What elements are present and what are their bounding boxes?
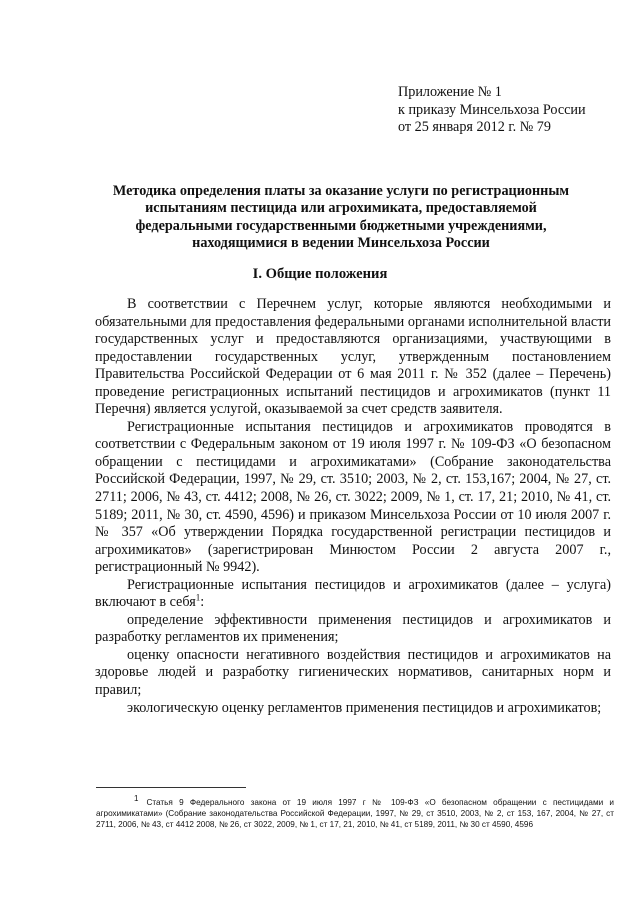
- appendix-reference: [398, 84, 586, 137]
- paragraph-services-list: В соответствии с Перечнем услуг, которые являются необходимыми и обязательными для предоставления федеральными органами исполнительной власти государственных услуг и предоставляются организациями, участвующими в предоставлении государственных услуг, утвержденным постановлением Правительства Российской Федерации от 6 мая 2011 г. № 352 (далее – Перечень) проведение регистрационных испытаний пестицидов и агрохимикатов (пункт 11 Перечня) является услугой, оказываемой за счет средств заявителя.: [95, 296, 611, 418]
- title-line-1: Методика определения платы за оказание услуги по регистрационным: [112, 183, 570, 199]
- footnote-divider: [96, 787, 246, 788]
- paragraph-tests-include-tail: :: [200, 594, 205, 611]
- title-line-2: испытаниям пестицида или агрохимиката, предоставляемой: [145, 200, 537, 217]
- appendix-line-2: к приказу Минсельхоза России: [398, 101, 586, 118]
- footnote: [96, 794, 614, 830]
- section-heading: I. Общие положения: [252, 266, 388, 282]
- document-title: [72, 183, 610, 253]
- appendix-line-1: Приложение № 1: [398, 84, 502, 100]
- footnote-reference: 1: [195, 592, 201, 603]
- paragraph-tests-include: [95, 577, 611, 612]
- list-item-ecological: экологическую оценку регламентов применения пестицидов и агрохимикатов;: [127, 699, 602, 716]
- title-line-4: находящимися в ведении Минсельхоза России: [192, 235, 490, 252]
- title-line-3: федеральными государственными бюджетными учреждениями,: [135, 217, 547, 234]
- paragraph-legal-basis: Регистрационные испытания пестицидов и агрохимикатов проводятся в соответствии с Федеральным законом от 19 июля 1997 г. № 109-ФЗ «О безопасном обращении с пестицидами и агрохимикатами» (Собрание законодательства Российской Федерации, 1997, № 29, ст. 3510; 2003, № 2, ст. 153,167; 2004, № 27, ст. 2711; 2006, № 43, ст. 4412; 2008, № 26, ст. 3022; 2009, № 1, ст. 17, 21; 2010, № 41, ст. 5189; 2011, № 30, ст. 4590, 4596) и приказом Минсельхоза России от 10 июля 2007 г. № 357 «Об утверждении Порядка государственной регистрации пестицидов и агрохимикатов» (зарегистрирован Минюстом России 2 августа 2007 г., регистрационный № 9942).: [95, 418, 611, 576]
- footnote-text: Статья 9 Федерального закона от 19 июля 1997 г № 109-ФЗ «О безопасном обращении с пестицидами и агрохимикатами» (Собрание законодательства Российской Федерации, 1997, № 29, ст 3510, 2003, № 2, ст 153, 167, 2004, № 27, ст 2711, 2006, № 43, ст 4412 2008, № 26, ст 3022, 2009, № 1, ст 17, 21, 2010, № 41, ст 5189, 2011, № 30 ст 4590, 4596: [96, 798, 614, 830]
- paragraph-tests-include-text: Регистрационные испытания пестицидов и агрохимикатов (далее – услуга) включают в себя: [95, 576, 611, 611]
- list-item-health-risk: оценку опасности негативного воздействия пестицидов и агрохимикатов на здоровье людей и разработку гигиенических нормативов, санитарных норм и правил;: [95, 646, 611, 699]
- appendix-line-3: от 25 января 2012 г. № 79: [398, 119, 551, 135]
- list-item-efficiency: определение эффективности применения пестицидов и агрохимикатов и разработку регламентов их применения;: [95, 611, 611, 646]
- footnote-number: 1: [134, 794, 139, 804]
- document-body: [95, 296, 611, 717]
